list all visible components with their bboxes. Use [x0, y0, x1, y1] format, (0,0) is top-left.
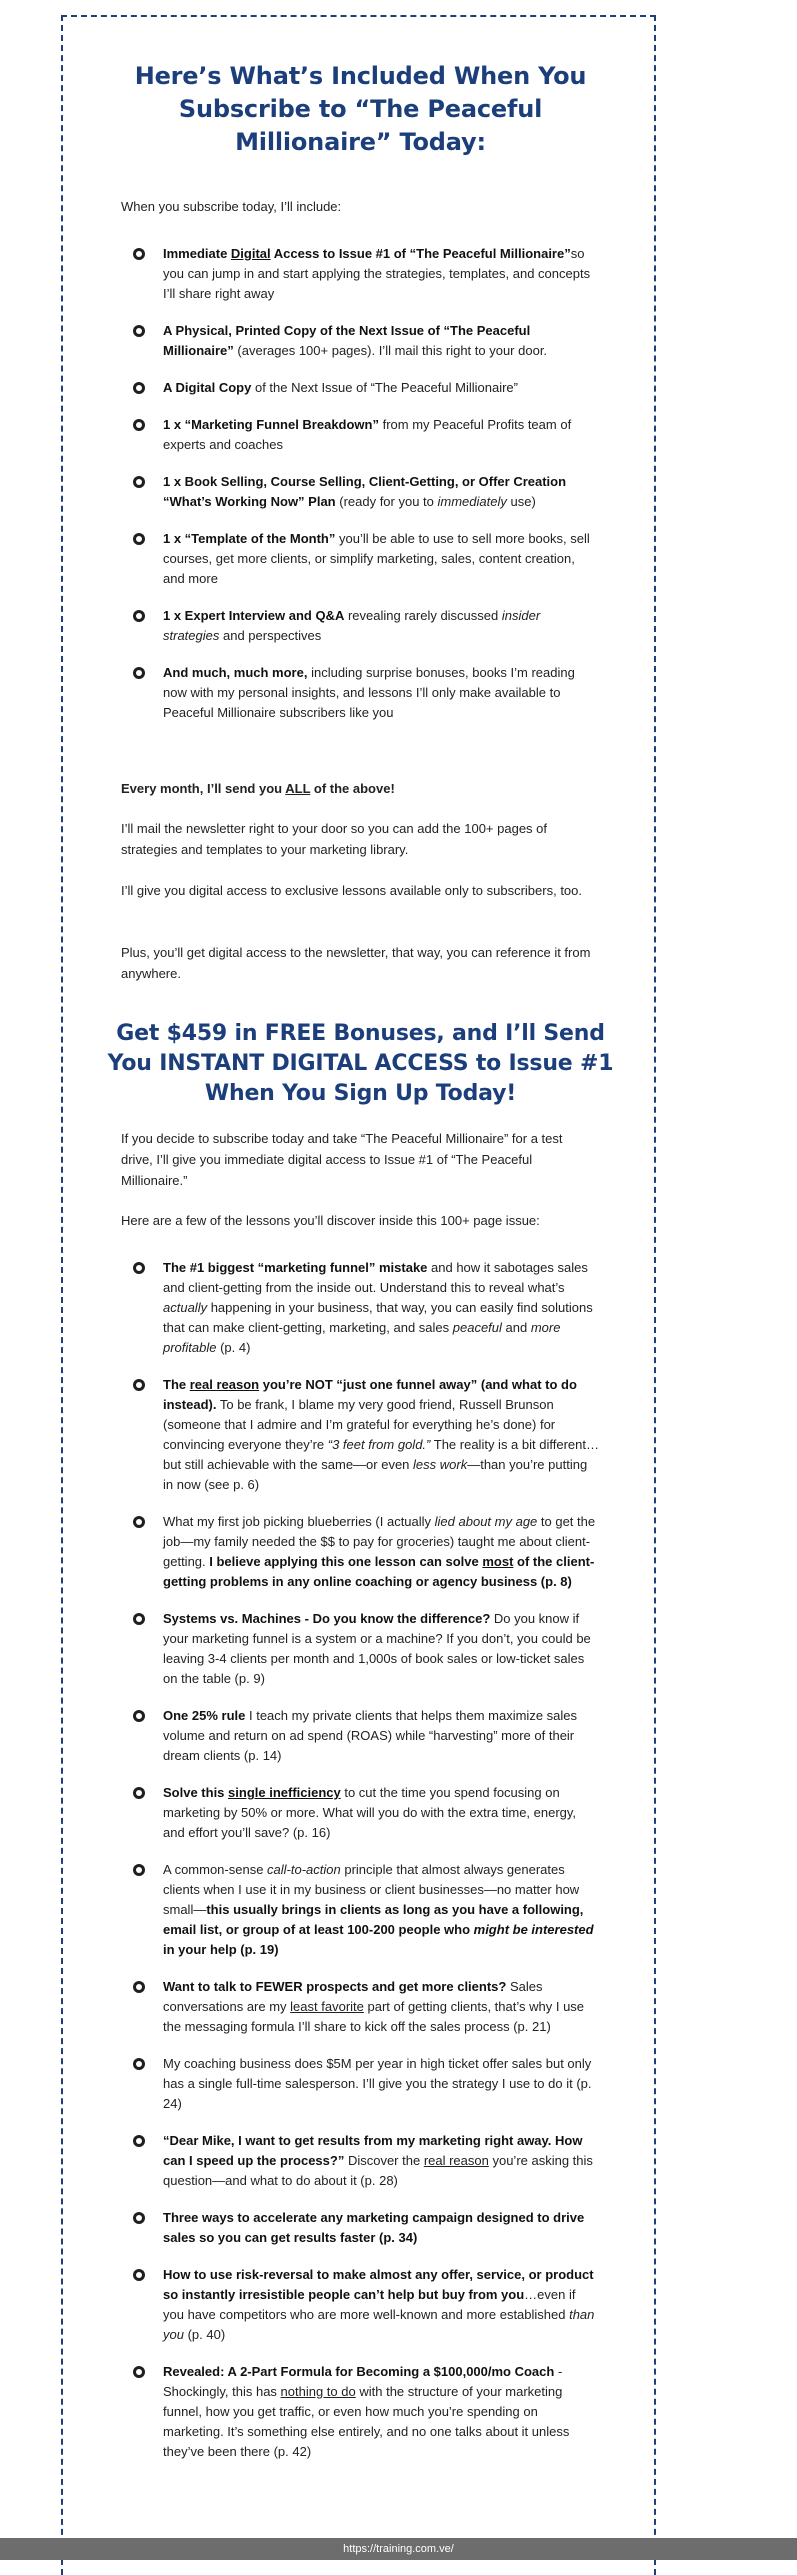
included-intro: When you subscribe today, I’ll include:	[121, 199, 342, 214]
included-list	[121, 244, 600, 723]
list-item: 1 x “Marketing Funnel Breakdown” from my Peaceful Profits team of experts and coaches	[121, 415, 600, 455]
status-url: https://training.com.ve/	[343, 2543, 454, 2555]
bullet-icon	[133, 476, 145, 488]
lesson-item	[121, 2131, 600, 2191]
list-item: A Digital Copy of the Next Issue of “The Peaceful Millionaire”	[121, 378, 600, 398]
lesson-item	[121, 2265, 600, 2345]
lesson-item	[121, 1783, 600, 1843]
lesson-text: Solve this single inefficiency to cut the time you spend focusing on marketing by 50% or more. What will you do with the extra time, energy, and effort you’ll save? (p. 16)	[163, 1785, 577, 1840]
bullet-icon	[133, 2366, 145, 2378]
lesson-text: The real reason you’re NOT “just one funnel away” (and what to do instead). To be frank, I blame my very good friend, Russell Brunson (someone that I admire and I’m grateful for everything he’s done) for convincing everyone they’re “3 feet from gold.” The reality is a bit different…but still achievable with the same—or even less work—than you’re putting in now (see p. 6)	[163, 1377, 599, 1492]
bullet-icon	[133, 1787, 145, 1799]
bullet-icon	[133, 533, 145, 545]
lesson-text: The #1 biggest “marketing funnel” mistake and how it sabotages sales and client-getting from the inside out. Understand this to reveal what’s actually happening in your business, that way, you can easily find solutions that can make client-getting, marketing, and sales peaceful and more profitable (p. 4)	[163, 1260, 593, 1355]
bullet-icon	[133, 382, 145, 394]
lesson-item	[121, 2054, 600, 2114]
bullet-icon	[133, 1516, 145, 1528]
lesson-item	[121, 1860, 600, 1960]
lesson-text: A common-sense call-to-action principle that almost always generates clients when I use it in my business or client businesses—no matter how small—this usually brings in clients as long as you have a following, email list, or group of at least 100-200 people who might be interested in your help (p. 19)	[163, 1862, 594, 1957]
mail-paragraph: I’ll mail the newsletter right to your door so you can add the 100+ pages of strategies and templates to your marketing library.	[121, 821, 548, 857]
lesson-text: What my first job picking blueberries (I actually lied about my age to get the job—my family needed the $$ to pay for groceries) taught me about client-getting. I believe applying this one lesson can solve most of the client-getting problems in any online coaching or agency business (p. 8)	[163, 1514, 596, 1589]
lesson-item	[121, 2362, 600, 2462]
list-item: And much, much more, including surprise bonuses, books I’m reading now with my personal insights, and lessons I’ll only make available to Peaceful Millionaire subscribers like you	[121, 663, 600, 723]
bullet-icon	[133, 2212, 145, 2224]
list-item: 1 x Expert Interview and Q&A revealing rarely discussed insider strategies and perspectives	[121, 606, 600, 646]
bonus-intro: If you decide to subscribe today and take “The Peaceful Millionaire” for a test drive, I’ll give you immediate digital access to Issue #1 of “The Peaceful Millionaire.”	[121, 1131, 563, 1188]
lesson-item	[121, 1977, 600, 2037]
list-item: 1 x “Template of the Month” you’ll be able to use to sell more books, sell courses, get more clients, or simplify marketing, sales, content creation, and more	[121, 529, 600, 589]
section-included-title: Here’s What’s Included When You Subscribe to “The Peaceful Millionaire” Today:	[134, 62, 587, 156]
lesson-item	[121, 1609, 600, 1689]
bullet-icon	[133, 1613, 145, 1625]
lesson-item	[121, 1375, 600, 1495]
every-month-line: Every month, I’ll send you ALL of the above!	[121, 781, 395, 796]
bullet-icon	[133, 1710, 145, 1722]
bullet-icon	[133, 610, 145, 622]
lesson-item	[121, 1512, 600, 1592]
lesson-item	[121, 1706, 600, 1766]
anywhere-paragraph: Plus, you’ll get digital access to the newsletter, that way, you can reference it from anywhere.	[121, 945, 591, 981]
lesson-text: Three ways to accelerate any marketing campaign designed to drive sales so you can get results faster (p. 34)	[163, 2210, 585, 2245]
digital-access-paragraph: I’ll give you digital access to exclusive lessons available only to subscribers, too.	[121, 883, 583, 898]
bullet-icon	[133, 248, 145, 260]
bullet-icon	[133, 1981, 145, 1993]
bullet-icon	[133, 667, 145, 679]
lesson-item	[121, 2208, 600, 2248]
lesson-text: How to use risk-reversal to make almost any offer, service, or product so instantly irresistible people can’t help but buy from you…even if you have competitors who are more well-known and more established than you (p. 40)	[163, 2267, 595, 2342]
bullet-icon	[133, 1379, 145, 1391]
lesson-text: Want to talk to FEWER prospects and get more clients? Sales conversations are my least favorite part of getting clients, that’s why I use the messaging formula I’ll share to kick off the sales process (p. 21)	[163, 1979, 585, 2034]
lessons-list	[121, 1258, 600, 2479]
list-item: 1 x Book Selling, Course Selling, Client-Getting, or Offer Creation “What’s Working Now” Plan (ready for you to immediately use)	[121, 472, 600, 512]
bullet-icon	[133, 1864, 145, 1876]
bullet-icon	[133, 2269, 145, 2281]
list-item: Immediate Digital Access to Issue #1 of “The Peaceful Millionaire”so you can jump in and start applying the strategies, templates, and concepts I’ll share right away	[121, 244, 600, 304]
section-bonus-title: Get $459 in FREE Bonuses, and I’ll Send You INSTANT DIGITAL ACCESS to Issue #1 When You Sign Up Today!	[107, 1021, 614, 1106]
bullet-icon	[133, 2135, 145, 2147]
bullet-icon	[133, 1262, 145, 1274]
bullet-icon	[133, 325, 145, 337]
lesson-text: One 25% rule I teach my private clients that helps them maximize sales volume and return on ad spend (ROAS) while “harvesting” more of their dream clients (p. 14)	[163, 1708, 578, 1763]
lesson-text: “Dear Mike, I want to get results from my marketing right away. How can I speed up the process?” Discover the real reason you’re asking this question—and what to do about it (p. 28)	[163, 2133, 593, 2188]
lessons-lead: Here are a few of the lessons you’ll discover inside this 100+ page issue:	[121, 1213, 540, 1228]
lesson-text: My coaching business does $5M per year in high ticket offer sales but only has a single full-time salesperson. I’ll give you the strategy I use to do it (p. 24)	[163, 2056, 592, 2111]
bullet-icon	[133, 2058, 145, 2070]
lesson-text: Systems vs. Machines - Do you know the difference? Do you know if your marketing funnel is a system or a machine? If you don’t, you could be leaving 3-4 clients per month and 1,000s of book sales or low-ticket sales on the table (p. 9)	[163, 1611, 591, 1686]
lesson-text: Revealed: A 2-Part Formula for Becoming a $100,000/mo Coach - Shockingly, this has nothing to do with the structure of your marketing funnel, how you get traffic, or even how much you’re spending on marketing. It’s something else entirely, and no one talks about it unless they’ve been there (p. 42)	[163, 2364, 570, 2459]
list-item: A Physical, Printed Copy of the Next Issue of “The Peaceful Millionaire” (averages 100+ pages). I’ll mail this right to your door.	[121, 321, 600, 361]
lesson-item	[121, 1258, 600, 1358]
bullet-icon	[133, 419, 145, 431]
url-status-bar	[0, 2538, 797, 2560]
